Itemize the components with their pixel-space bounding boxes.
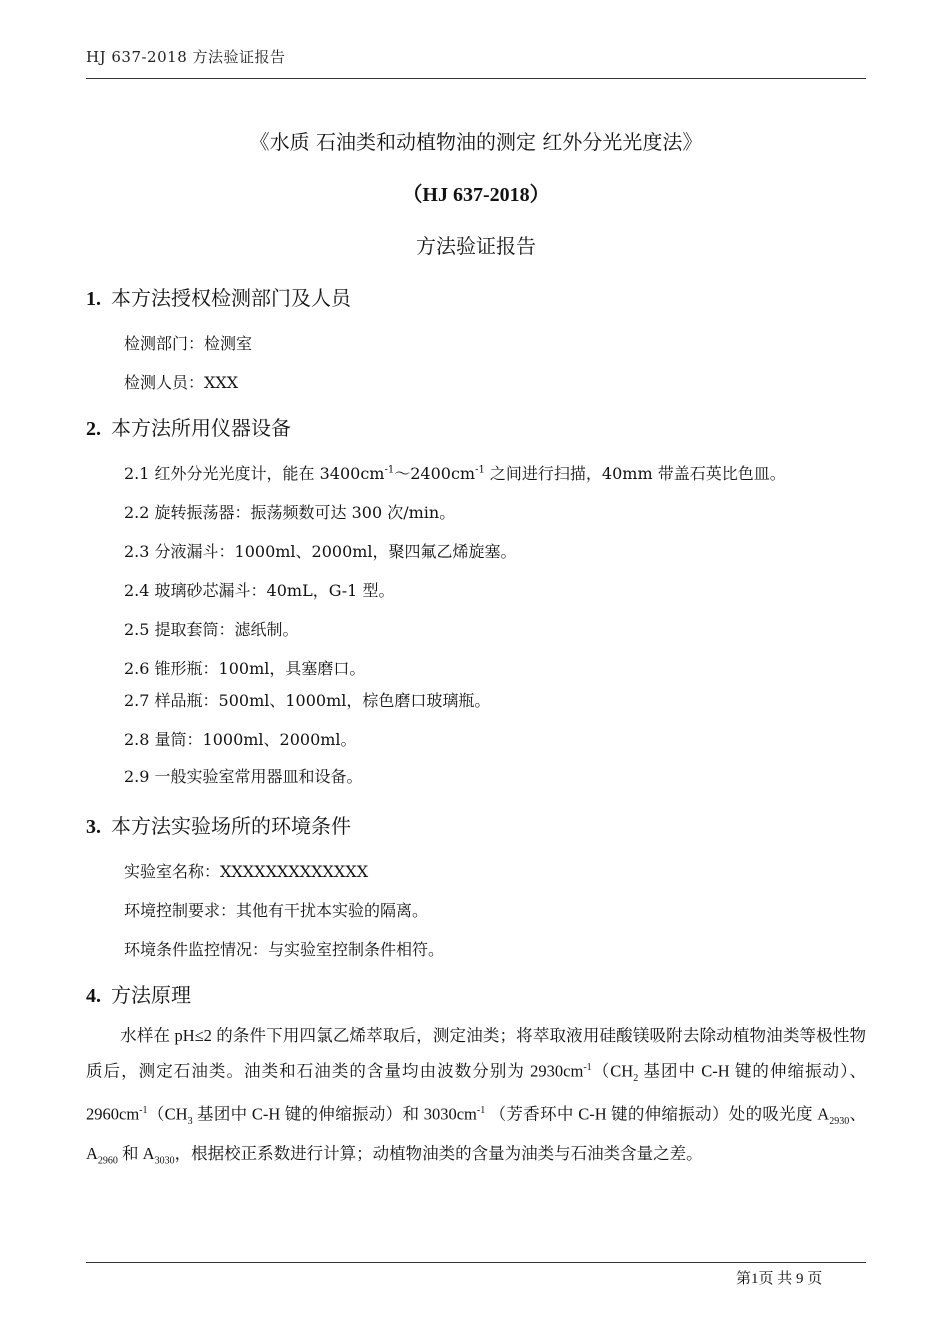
- section-title: 本方法授权检测部门及人员: [111, 286, 351, 310]
- equipment-item-2-7: 2.7 样品瓶：500ml、1000ml，棕色磨口玻璃瓶。: [124, 691, 491, 710]
- principle-paragraph: [86, 1020, 866, 1177]
- subscript: 2: [633, 1072, 639, 1084]
- equipment-item-2-8: 2.8 量筒：1000ml、2000ml。: [124, 730, 357, 749]
- lab-name-line: 实验室名称：XXXXXXXXXXXXX: [124, 862, 369, 881]
- document-title: 《水质 石油类和动植物油的测定 红外分光光度法》: [249, 130, 703, 154]
- equipment-item-2-5: 2.5 提取套筒：滤纸制。: [124, 620, 299, 639]
- text-span: 和 A: [117, 1143, 155, 1163]
- equipment-item-2-2: 2.2 旋转振荡器：振荡频数可达 300 次/min。: [124, 503, 456, 522]
- section-number: 2.: [86, 418, 101, 440]
- equipment-item-2-1: [124, 461, 786, 484]
- header-divider: [86, 78, 866, 79]
- staff-line: 检测人员：XXX: [124, 373, 239, 392]
- equipment-item-2-3: 2.3 分液漏斗：1000ml、2000ml，聚四氟乙烯旋塞。: [124, 542, 517, 561]
- text-span: 、A: [86, 1104, 867, 1163]
- subscript: 3030: [154, 1154, 175, 1166]
- text-span: 2.1 红外分光光度计，能在 3400cm: [124, 464, 385, 483]
- env-control-line: 环境控制要求：其他有干扰本实验的隔离。: [124, 901, 429, 920]
- document-subtitle: 方法验证报告: [416, 234, 536, 258]
- section-heading-1: [86, 282, 351, 311]
- text-span: ，根据校正系数进行计算；动植物油类的含量为油类与石油类含量之差。: [174, 1143, 703, 1163]
- text-span: （CH: [591, 1061, 634, 1081]
- section-title: 方法原理: [111, 983, 191, 1007]
- text-span: ～2400cm: [394, 464, 476, 483]
- superscript: -1: [583, 1062, 592, 1073]
- superscript: -1: [139, 1104, 148, 1116]
- standard-code: （HJ 637-2018）: [402, 184, 550, 206]
- section-number: 1.: [86, 288, 101, 310]
- page-header: HJ 637-2018 方法验证报告: [86, 48, 286, 66]
- text-span: 之间进行扫描，40mm 带盖石英比色皿。: [484, 464, 786, 483]
- text-span: 基团中 C-H 键的伸缩振动）、2960cm: [86, 1061, 867, 1124]
- subscript: 3: [187, 1115, 193, 1127]
- dept-line: 检测部门：检测室: [124, 334, 253, 353]
- equipment-item-2-6: 2.6 锥形瓶：100ml，具塞磨口。: [124, 659, 366, 678]
- text-span: （芳香环中 C-H 键的伸缩振动）处的吸光度 A: [485, 1104, 830, 1124]
- section-title: 本方法所用仪器设备: [111, 416, 291, 440]
- subscript: 2960: [97, 1154, 118, 1166]
- page-number: 第1页 共 9 页: [736, 1271, 823, 1287]
- section-number: 3.: [86, 816, 101, 838]
- section-heading-2: [86, 412, 291, 441]
- equipment-item-2-4: 2.4 玻璃砂芯漏斗：40mL，G-1 型。: [124, 581, 395, 600]
- text-span: 基团中 C-H 键的伸缩振动）和 3030cm: [192, 1104, 477, 1124]
- footer-divider: [86, 1262, 866, 1263]
- superscript: -1: [475, 464, 485, 476]
- section-heading-3: [86, 810, 351, 839]
- subscript: 2930: [829, 1115, 850, 1127]
- env-monitor-line: 环境条件监控情况：与实验室控制条件相符。: [124, 940, 445, 959]
- superscript: -1: [384, 464, 395, 476]
- superscript: -1: [476, 1104, 486, 1116]
- equipment-item-2-9: 2.9 一般实验室常用器皿和设备。: [124, 767, 363, 786]
- section-number: 4.: [86, 985, 101, 1007]
- section-title: 本方法实验场所的环境条件: [111, 814, 351, 838]
- text-span: （CH: [147, 1104, 188, 1124]
- text-span: 水样在 pH≤2 的条件下用四氯乙烯萃取后，测定油类；将萃取液用硅酸镁吸附去除动植物油类等极性物质后，测定石油类。油类和石油类的含量均由波数分别为 2930cm: [86, 1026, 866, 1081]
- section-heading-4: [86, 979, 191, 1008]
